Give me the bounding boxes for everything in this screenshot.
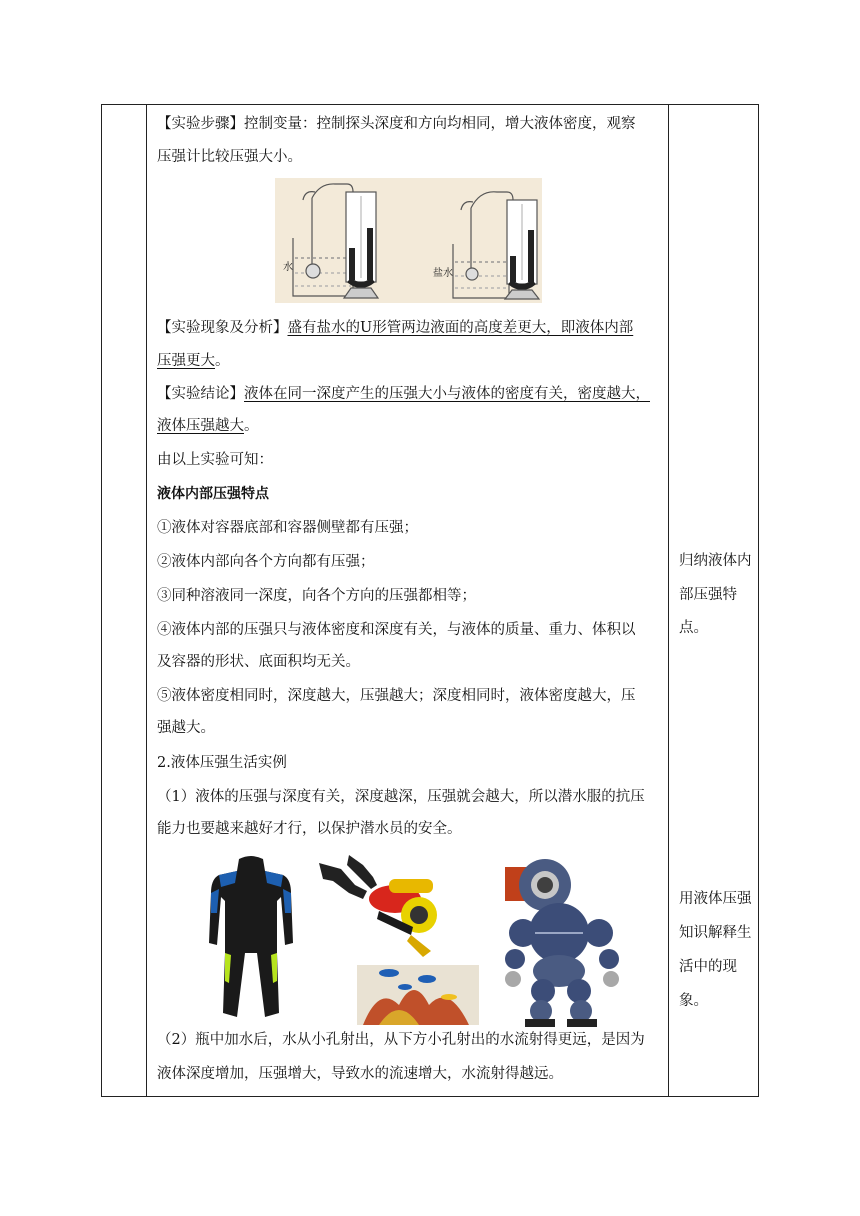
note-1-line-2: 部压强特 [679, 587, 737, 603]
note-2-line-1: 用液体压强 [679, 891, 752, 907]
phenomena-line-1 [157, 318, 633, 338]
conclusion-line-1 [157, 384, 650, 404]
conclusion-label: 【实验结论】 [157, 386, 244, 402]
point-3: ③同种溶液同一深度，向各个方向的压强都相等； [157, 588, 476, 604]
note-2-line-3: 活中的现 [679, 959, 737, 975]
summary-heading: 液体内部压强特点 [157, 486, 269, 502]
notes-column [669, 105, 758, 1096]
conclusion-text: 液体在同一深度产生的压强大小与液体的密度有关，密度越大， [244, 386, 650, 402]
examples-title: 2.液体压强生活实例 [157, 755, 287, 771]
salt-water-label: 盐水 [433, 268, 453, 279]
pressure-gauge-figure [275, 178, 542, 303]
example-2-line-1: （2）瓶中加水后，水从小孔射出，从下方小孔射出的水流射得更远，是因为 [157, 1032, 645, 1048]
content-column [147, 105, 669, 1096]
phenomena-line-2 [157, 351, 230, 371]
steps-label: 【实验步骤】 [157, 116, 244, 132]
phenomena-label: 【实验现象及分析】 [157, 320, 288, 336]
point-5-line-1: ⑤液体密度相同时，深度越大，压强越大；深度相同时，液体密度越大，压 [157, 688, 636, 704]
u-tube-right [505, 200, 539, 299]
conclusion-line-2 [157, 416, 259, 436]
steps-line-1 [157, 114, 636, 134]
lesson-table [101, 104, 759, 1097]
point-5-line-2: 强越大。 [157, 720, 215, 736]
phenomena-text-2: 压强更大 [157, 353, 215, 369]
atmospheric-diving-suit-image [499, 855, 623, 1027]
note-2-line-2: 知识解释生 [679, 925, 752, 941]
steps-text: 控制变量：控制探头深度和方向均相同，增大液体密度，观察 [244, 116, 636, 132]
note-1-line-1: 归纳液体内 [679, 553, 752, 569]
summary-intro: 由以上实验可知： [157, 452, 273, 468]
example-2-line-2: 液体深度增加，压强增大，导致水的流速增大，水流射得越远。 [157, 1066, 563, 1082]
phenomena-text: 盛有盐水的U形管两边液面的高度差更大，即液体内部 [287, 320, 634, 336]
conclusion-text-2: 液体压强越大 [157, 418, 244, 434]
example-1-line-1: （1）液体的压强与深度有关，深度越深，压强就会越大，所以潜水服的抗压 [157, 789, 645, 805]
example-1-line-2: 能力也要越来越好才行，以保护潜水员的安全。 [157, 821, 462, 837]
scuba-diver-image [319, 855, 479, 1025]
left-column [102, 105, 147, 1096]
u-tube-left [344, 192, 378, 298]
wetsuit-image [201, 853, 301, 1025]
point-4-line-1: ④液体内部的压强只与液体密度和深度有关，与液体的质量、重力、体积以 [157, 622, 636, 638]
point-4-line-2: 及容器的形状、底面积均无关。 [157, 654, 360, 670]
point-2: ②液体内部向各个方向都有压强； [157, 554, 375, 570]
note-2-line-4: 象。 [679, 993, 708, 1009]
phenomena-end: 。 [215, 353, 230, 369]
point-1: ①液体对容器底部和容器侧壁都有压强； [157, 520, 418, 536]
steps-line-2: 压强计比较压强大小。 [157, 149, 302, 165]
note-1-line-3: 点。 [679, 620, 708, 636]
water-label: 水 [283, 262, 293, 273]
conclusion-end: 。 [244, 418, 259, 434]
